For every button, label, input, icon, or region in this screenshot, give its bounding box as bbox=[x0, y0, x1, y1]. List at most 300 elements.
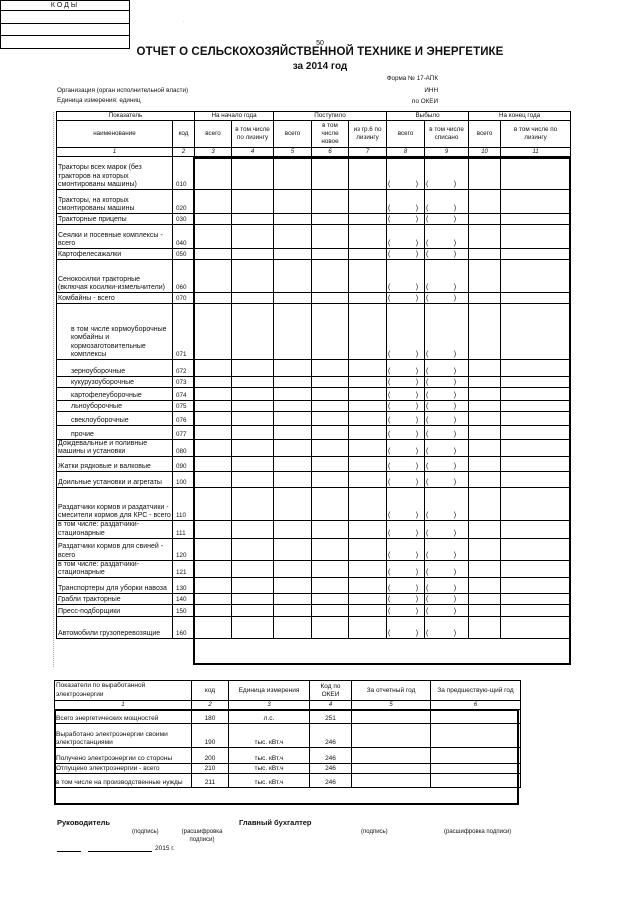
header-el-unit: Единица измерения bbox=[229, 681, 310, 701]
el-cell-previous-year[interactable] bbox=[431, 710, 521, 724]
report-title: ОТЧЕТ О СЕЛЬСКОХОЗЯЙСТВЕННОЙ ТЕХНИКЕ И ЭНЕРГЕТИКЕ bbox=[136, 46, 504, 58]
row-code: 075 bbox=[173, 401, 195, 412]
cell-col-3[interactable] bbox=[195, 457, 232, 472]
header-received: Поступило bbox=[274, 112, 387, 121]
cell-col-7[interactable] bbox=[349, 214, 387, 225]
cell-col-8[interactable]: ( ) bbox=[387, 594, 425, 605]
cell-col-11[interactable] bbox=[501, 440, 571, 457]
cell-col-4[interactable] bbox=[232, 560, 274, 577]
cell-col-5[interactable] bbox=[274, 377, 312, 388]
cell-col-10[interactable] bbox=[469, 538, 501, 560]
cell-col-8[interactable]: ( ) bbox=[387, 457, 425, 472]
cell-col-5[interactable] bbox=[274, 488, 312, 521]
row-code: 020 bbox=[173, 190, 195, 214]
cell-col-9[interactable]: ( ) bbox=[425, 401, 469, 412]
cell-col-11[interactable] bbox=[501, 457, 571, 472]
cell-col-11[interactable] bbox=[501, 401, 571, 412]
cell-col-4[interactable] bbox=[232, 304, 274, 360]
table-row bbox=[57, 594, 571, 605]
cell-col-8[interactable]: ( ) bbox=[387, 214, 425, 225]
cell-col-8[interactable]: ( ) bbox=[387, 521, 425, 538]
cell-col-4[interactable] bbox=[232, 538, 274, 560]
el-cell-current-year[interactable] bbox=[352, 724, 431, 748]
cell-col-8[interactable]: ( ) bbox=[387, 488, 425, 521]
cell-col-4[interactable] bbox=[232, 388, 274, 401]
table-row bbox=[57, 560, 571, 577]
el-cell-current-year[interactable] bbox=[352, 710, 431, 724]
col-number: 1 bbox=[55, 701, 192, 710]
cell-col-9[interactable]: ( ) bbox=[425, 260, 469, 293]
cell-col-9[interactable]: ( ) bbox=[425, 157, 469, 190]
cell-col-9[interactable]: ( ) bbox=[425, 605, 469, 617]
cell-col-6[interactable] bbox=[312, 377, 349, 388]
row-code: 100 bbox=[173, 472, 195, 488]
cell-col-10[interactable] bbox=[469, 360, 501, 377]
cell-col-3[interactable] bbox=[195, 521, 232, 538]
el-row-okei: 246 bbox=[310, 774, 352, 788]
cell-col-4[interactable] bbox=[232, 157, 274, 190]
inn-label: ИНН bbox=[424, 87, 438, 94]
cell-col-11[interactable] bbox=[501, 360, 571, 377]
cell-col-8[interactable]: ( ) bbox=[387, 617, 425, 639]
cell-col-9[interactable]: ( ) bbox=[425, 377, 469, 388]
cell-col-5[interactable] bbox=[274, 293, 312, 304]
header-el-code: код bbox=[192, 681, 229, 701]
cell-col-8[interactable]: ( ) bbox=[387, 560, 425, 577]
cell-col-5[interactable] bbox=[274, 360, 312, 377]
cell-col-9[interactable]: ( ) bbox=[425, 360, 469, 377]
cell-col-9[interactable]: ( ) bbox=[425, 538, 469, 560]
cell-col-10[interactable] bbox=[469, 388, 501, 401]
header-total-start: всего bbox=[195, 121, 232, 148]
cell-col-6[interactable] bbox=[312, 426, 349, 440]
cell-col-6[interactable] bbox=[312, 304, 349, 360]
cell-col-6[interactable] bbox=[312, 401, 349, 412]
cell-col-9[interactable]: ( ) bbox=[425, 560, 469, 577]
cell-col-10[interactable] bbox=[469, 401, 501, 412]
cell-col-10[interactable] bbox=[469, 225, 501, 249]
cell-col-3[interactable] bbox=[195, 617, 232, 639]
cell-col-10[interactable] bbox=[469, 190, 501, 214]
cell-col-5[interactable] bbox=[274, 472, 312, 488]
cell-col-8[interactable]: ( ) bbox=[387, 440, 425, 457]
cell-col-6[interactable] bbox=[312, 260, 349, 293]
cell-col-7[interactable] bbox=[349, 426, 387, 440]
cell-col-3[interactable] bbox=[195, 360, 232, 377]
cell-col-11[interactable] bbox=[501, 426, 571, 440]
cell-col-10[interactable] bbox=[469, 293, 501, 304]
cell-col-11[interactable] bbox=[501, 157, 571, 190]
cell-col-3[interactable] bbox=[195, 472, 232, 488]
cell-col-6[interactable] bbox=[312, 617, 349, 639]
cell-col-11[interactable] bbox=[501, 190, 571, 214]
cell-col-11[interactable] bbox=[501, 560, 571, 577]
row-name: Раздатчики кормов для свиней - всего bbox=[57, 538, 173, 560]
header-from-col6-leasing: из гр.6 по лизингу bbox=[349, 121, 387, 148]
row-name: Тракторные прицепы bbox=[57, 214, 173, 225]
cell-col-6[interactable] bbox=[312, 440, 349, 457]
cell-col-3[interactable] bbox=[195, 260, 232, 293]
month-line[interactable] bbox=[88, 851, 152, 852]
cell-col-7[interactable] bbox=[349, 440, 387, 457]
cell-col-4[interactable] bbox=[232, 377, 274, 388]
cell-col-3[interactable] bbox=[195, 538, 232, 560]
page-number: 50 bbox=[316, 40, 324, 47]
cell-col-6[interactable] bbox=[312, 594, 349, 605]
el-cell-previous-year[interactable] bbox=[431, 764, 521, 774]
row-code: 110 bbox=[173, 488, 195, 521]
cell-col-3[interactable] bbox=[195, 401, 232, 412]
cell-col-11[interactable] bbox=[501, 488, 571, 521]
row-name: кукурузоуборочные bbox=[57, 377, 173, 388]
cell-col-10[interactable] bbox=[469, 214, 501, 225]
accountant-signature-caption: (подпись) bbox=[361, 829, 388, 835]
cell-col-5[interactable] bbox=[274, 388, 312, 401]
cell-col-8[interactable]: ( ) bbox=[387, 426, 425, 440]
form-code-field[interactable] bbox=[1, 11, 130, 24]
cell-col-4[interactable] bbox=[232, 260, 274, 293]
el-cell-current-year[interactable] bbox=[352, 748, 431, 764]
row-name: Сеялки и посевные комплексы - всего bbox=[57, 225, 173, 249]
cell-col-8[interactable]: ( ) bbox=[387, 388, 425, 401]
cell-col-6[interactable] bbox=[312, 457, 349, 472]
el-row-okei: 246 bbox=[310, 764, 352, 774]
cell-col-9[interactable]: ( ) bbox=[425, 440, 469, 457]
cell-col-8[interactable]: ( ) bbox=[387, 293, 425, 304]
cell-col-6[interactable] bbox=[312, 472, 349, 488]
cell-col-9[interactable]: ( ) bbox=[425, 594, 469, 605]
cell-col-9[interactable]: ( ) bbox=[425, 249, 469, 260]
cell-col-4[interactable] bbox=[232, 605, 274, 617]
cell-col-10[interactable] bbox=[469, 594, 501, 605]
cell-col-8[interactable]: ( ) bbox=[387, 578, 425, 594]
cell-col-3[interactable] bbox=[195, 249, 232, 260]
cell-col-8[interactable]: ( ) bbox=[387, 225, 425, 249]
row-code: 121 bbox=[173, 560, 195, 577]
electricity-table bbox=[54, 680, 521, 788]
cell-col-5[interactable] bbox=[274, 440, 312, 457]
cell-col-10[interactable] bbox=[469, 377, 501, 388]
cell-col-11[interactable] bbox=[501, 293, 571, 304]
cell-col-7[interactable] bbox=[349, 249, 387, 260]
cell-col-7[interactable] bbox=[349, 225, 387, 249]
cell-col-6[interactable] bbox=[312, 225, 349, 249]
cell-col-9[interactable]: ( ) bbox=[425, 426, 469, 440]
cell-col-6[interactable] bbox=[312, 412, 349, 426]
table-row bbox=[55, 764, 521, 774]
cell-col-10[interactable] bbox=[469, 457, 501, 472]
cell-col-4[interactable] bbox=[232, 521, 274, 538]
row-name: Жатки рядковые и валковые bbox=[57, 457, 173, 472]
cell-col-4[interactable] bbox=[232, 360, 274, 377]
cell-col-3[interactable] bbox=[195, 605, 232, 617]
cell-col-9[interactable]: ( ) bbox=[425, 388, 469, 401]
cell-col-11[interactable] bbox=[501, 472, 571, 488]
cell-col-8[interactable]: ( ) bbox=[387, 472, 425, 488]
cell-col-4[interactable] bbox=[232, 214, 274, 225]
cell-col-10[interactable] bbox=[469, 617, 501, 639]
cell-col-10[interactable] bbox=[469, 249, 501, 260]
report-year: за 2014 год bbox=[292, 61, 348, 72]
cell-col-4[interactable] bbox=[232, 594, 274, 605]
cell-col-7[interactable] bbox=[349, 377, 387, 388]
cell-col-7[interactable] bbox=[349, 360, 387, 377]
row-name: Комбайны - всего bbox=[57, 293, 173, 304]
cell-col-6[interactable] bbox=[312, 360, 349, 377]
cell-col-7[interactable] bbox=[349, 293, 387, 304]
cell-col-11[interactable] bbox=[501, 617, 571, 639]
col-number: 11 bbox=[501, 148, 571, 157]
cell-col-11[interactable] bbox=[501, 412, 571, 426]
cell-col-4[interactable] bbox=[232, 249, 274, 260]
cell-col-5[interactable] bbox=[274, 457, 312, 472]
cell-col-7[interactable] bbox=[349, 304, 387, 360]
cell-col-7[interactable] bbox=[349, 157, 387, 190]
cell-col-3[interactable] bbox=[195, 304, 232, 360]
cell-col-11[interactable] bbox=[501, 521, 571, 538]
cell-col-3[interactable] bbox=[195, 388, 232, 401]
cell-col-10[interactable] bbox=[469, 560, 501, 577]
table-row bbox=[57, 472, 571, 488]
col-number: 5 bbox=[352, 701, 431, 710]
el-cell-previous-year[interactable] bbox=[431, 724, 521, 748]
cell-col-6[interactable] bbox=[312, 157, 349, 190]
cell-col-4[interactable] bbox=[232, 440, 274, 457]
cell-col-6[interactable] bbox=[312, 388, 349, 401]
cell-col-10[interactable] bbox=[469, 440, 501, 457]
cell-col-5[interactable] bbox=[274, 617, 312, 639]
cell-col-8[interactable]: ( ) bbox=[387, 190, 425, 214]
cell-col-3[interactable] bbox=[195, 426, 232, 440]
cell-col-3[interactable] bbox=[195, 560, 232, 577]
cell-col-8[interactable]: ( ) bbox=[387, 360, 425, 377]
el-cell-previous-year[interactable] bbox=[431, 748, 521, 764]
codes-header: КОДЫ bbox=[1, 1, 130, 11]
cell-col-3[interactable] bbox=[195, 440, 232, 457]
cell-col-5[interactable] bbox=[274, 594, 312, 605]
cell-col-5[interactable] bbox=[274, 157, 312, 190]
cell-col-7[interactable] bbox=[349, 538, 387, 560]
cell-col-6[interactable] bbox=[312, 293, 349, 304]
cell-col-8[interactable]: ( ) bbox=[387, 377, 425, 388]
cell-col-9[interactable]: ( ) bbox=[425, 457, 469, 472]
cell-col-8[interactable]: ( ) bbox=[387, 538, 425, 560]
cell-col-10[interactable] bbox=[469, 304, 501, 360]
cell-col-11[interactable] bbox=[501, 388, 571, 401]
cell-col-6[interactable] bbox=[312, 605, 349, 617]
el-cell-current-year[interactable] bbox=[352, 774, 431, 788]
cell-col-5[interactable] bbox=[274, 605, 312, 617]
cell-col-9[interactable]: ( ) bbox=[425, 412, 469, 426]
cell-col-3[interactable] bbox=[195, 578, 232, 594]
cell-col-9[interactable]: ( ) bbox=[425, 521, 469, 538]
cell-col-3[interactable] bbox=[195, 225, 232, 249]
cell-col-3[interactable] bbox=[195, 377, 232, 388]
cell-col-10[interactable] bbox=[469, 521, 501, 538]
cell-col-6[interactable] bbox=[312, 190, 349, 214]
cell-col-11[interactable] bbox=[501, 594, 571, 605]
cell-col-11[interactable] bbox=[501, 304, 571, 360]
cell-col-11[interactable] bbox=[501, 538, 571, 560]
accountant-decoding-caption: (расшифровка подписи) bbox=[444, 829, 512, 835]
header-el-previous-year: За предшествую-щий год bbox=[431, 681, 521, 701]
cell-col-5[interactable] bbox=[274, 560, 312, 577]
cell-col-11[interactable] bbox=[501, 225, 571, 249]
cell-col-6[interactable] bbox=[312, 578, 349, 594]
form-label: Форма № 17-АПК bbox=[386, 75, 438, 82]
row-code: 072 bbox=[173, 360, 195, 377]
cell-col-10[interactable] bbox=[469, 488, 501, 521]
cell-col-8[interactable]: ( ) bbox=[387, 412, 425, 426]
cell-col-3[interactable] bbox=[195, 190, 232, 214]
inn-field[interactable] bbox=[1, 23, 130, 36]
cell-col-5[interactable] bbox=[274, 521, 312, 538]
cell-col-8[interactable]: ( ) bbox=[387, 157, 425, 190]
row-code: 076 bbox=[173, 412, 195, 426]
cell-col-5[interactable] bbox=[274, 426, 312, 440]
col-number: 3 bbox=[229, 701, 310, 710]
cell-col-9[interactable]: ( ) bbox=[425, 472, 469, 488]
cell-col-3[interactable] bbox=[195, 214, 232, 225]
cell-col-5[interactable] bbox=[274, 190, 312, 214]
cell-col-11[interactable] bbox=[501, 377, 571, 388]
cell-col-3[interactable] bbox=[195, 293, 232, 304]
cell-col-3[interactable] bbox=[195, 488, 232, 521]
cell-col-7[interactable] bbox=[349, 594, 387, 605]
cell-col-7[interactable] bbox=[349, 472, 387, 488]
cell-col-9[interactable]: ( ) bbox=[425, 617, 469, 639]
cell-col-11[interactable] bbox=[501, 249, 571, 260]
cell-col-10[interactable] bbox=[469, 605, 501, 617]
row-name: Грабли тракторные bbox=[57, 594, 173, 605]
row-name: в том числе: раздатчики-стационарные bbox=[57, 521, 173, 538]
cell-col-7[interactable] bbox=[349, 260, 387, 293]
cell-col-11[interactable] bbox=[501, 260, 571, 293]
cell-col-7[interactable] bbox=[349, 617, 387, 639]
col-number: 5 bbox=[274, 148, 312, 157]
row-code: 010 bbox=[173, 157, 195, 190]
cell-col-6[interactable] bbox=[312, 249, 349, 260]
cell-col-7[interactable] bbox=[349, 578, 387, 594]
cell-col-8[interactable]: ( ) bbox=[387, 605, 425, 617]
cell-col-4[interactable] bbox=[232, 225, 274, 249]
cell-col-11[interactable] bbox=[501, 605, 571, 617]
cell-col-9[interactable]: ( ) bbox=[425, 214, 469, 225]
scan-mark: · bbox=[183, 19, 185, 25]
cell-col-5[interactable] bbox=[274, 538, 312, 560]
cell-col-9[interactable]: ( ) bbox=[425, 578, 469, 594]
cell-col-8[interactable]: ( ) bbox=[387, 260, 425, 293]
cell-col-4[interactable] bbox=[232, 472, 274, 488]
table-row bbox=[57, 249, 571, 260]
cell-col-10[interactable] bbox=[469, 578, 501, 594]
head-signature-caption: (подпись) bbox=[132, 829, 159, 835]
cell-col-7[interactable] bbox=[349, 560, 387, 577]
day-line[interactable] bbox=[57, 851, 81, 852]
cell-col-5[interactable] bbox=[274, 578, 312, 594]
cell-col-5[interactable] bbox=[274, 214, 312, 225]
el-row-name: Выработано электроэнергии своими электростанциями bbox=[55, 724, 192, 748]
cell-col-5[interactable] bbox=[274, 225, 312, 249]
cell-col-8[interactable]: ( ) bbox=[387, 401, 425, 412]
cell-col-9[interactable]: ( ) bbox=[425, 225, 469, 249]
cell-col-6[interactable] bbox=[312, 538, 349, 560]
table-row bbox=[57, 488, 571, 521]
el-cell-current-year[interactable] bbox=[352, 764, 431, 774]
cell-col-5[interactable] bbox=[274, 260, 312, 293]
cell-col-10[interactable] bbox=[469, 412, 501, 426]
cell-col-11[interactable] bbox=[501, 578, 571, 594]
row-name: Доильные установки и агрегаты bbox=[57, 472, 173, 488]
cell-col-5[interactable] bbox=[274, 304, 312, 360]
cell-col-5[interactable] bbox=[274, 249, 312, 260]
cell-col-4[interactable] bbox=[232, 293, 274, 304]
cell-col-3[interactable] bbox=[195, 157, 232, 190]
row-code: 074 bbox=[173, 388, 195, 401]
cell-col-9[interactable]: ( ) bbox=[425, 304, 469, 360]
cell-col-6[interactable] bbox=[312, 214, 349, 225]
row-code: 050 bbox=[173, 249, 195, 260]
cell-col-3[interactable] bbox=[195, 412, 232, 426]
cell-col-10[interactable] bbox=[469, 426, 501, 440]
cell-col-4[interactable] bbox=[232, 190, 274, 214]
cell-col-7[interactable] bbox=[349, 401, 387, 412]
row-name: Пресс-подборщики bbox=[57, 605, 173, 617]
cell-col-7[interactable] bbox=[349, 388, 387, 401]
cell-col-9[interactable]: ( ) bbox=[425, 488, 469, 521]
cell-col-4[interactable] bbox=[232, 412, 274, 426]
cell-col-7[interactable] bbox=[349, 488, 387, 521]
cell-col-10[interactable] bbox=[469, 157, 501, 190]
cell-col-6[interactable] bbox=[312, 560, 349, 577]
okei-label: по ОКЕИ bbox=[412, 98, 438, 105]
cell-col-5[interactable] bbox=[274, 401, 312, 412]
cell-col-5[interactable] bbox=[274, 412, 312, 426]
cell-col-6[interactable] bbox=[312, 488, 349, 521]
cell-col-4[interactable] bbox=[232, 457, 274, 472]
table-row bbox=[57, 426, 571, 440]
cell-col-11[interactable] bbox=[501, 214, 571, 225]
cell-col-4[interactable] bbox=[232, 578, 274, 594]
cell-col-7[interactable] bbox=[349, 605, 387, 617]
cell-col-3[interactable] bbox=[195, 594, 232, 605]
cell-col-9[interactable]: ( ) bbox=[425, 190, 469, 214]
table-row bbox=[57, 360, 571, 377]
cell-col-7[interactable] bbox=[349, 457, 387, 472]
cell-col-4[interactable] bbox=[232, 617, 274, 639]
head-label: Руководитель bbox=[57, 818, 110, 827]
cell-col-10[interactable] bbox=[469, 472, 501, 488]
table-row bbox=[57, 457, 571, 472]
cell-col-7[interactable] bbox=[349, 412, 387, 426]
organization-label: Организация (орган исполнительной власти) bbox=[57, 87, 189, 94]
cell-col-8[interactable]: ( ) bbox=[387, 249, 425, 260]
el-cell-previous-year[interactable] bbox=[431, 774, 521, 788]
cell-col-7[interactable] bbox=[349, 190, 387, 214]
row-name: Тракторы, на которых смонтированы машины bbox=[57, 190, 173, 214]
header-leasing-start: в том числе по лизингу bbox=[232, 121, 274, 148]
cell-col-4[interactable] bbox=[232, 488, 274, 521]
cell-col-4[interactable] bbox=[232, 426, 274, 440]
cell-col-10[interactable] bbox=[469, 260, 501, 293]
cell-col-4[interactable] bbox=[232, 401, 274, 412]
header-name: наименование bbox=[57, 121, 173, 148]
cell-col-6[interactable] bbox=[312, 521, 349, 538]
cell-col-9[interactable]: ( ) bbox=[425, 293, 469, 304]
cell-col-8[interactable]: ( ) bbox=[387, 304, 425, 360]
cell-col-7[interactable] bbox=[349, 521, 387, 538]
row-code: 040 bbox=[173, 225, 195, 249]
